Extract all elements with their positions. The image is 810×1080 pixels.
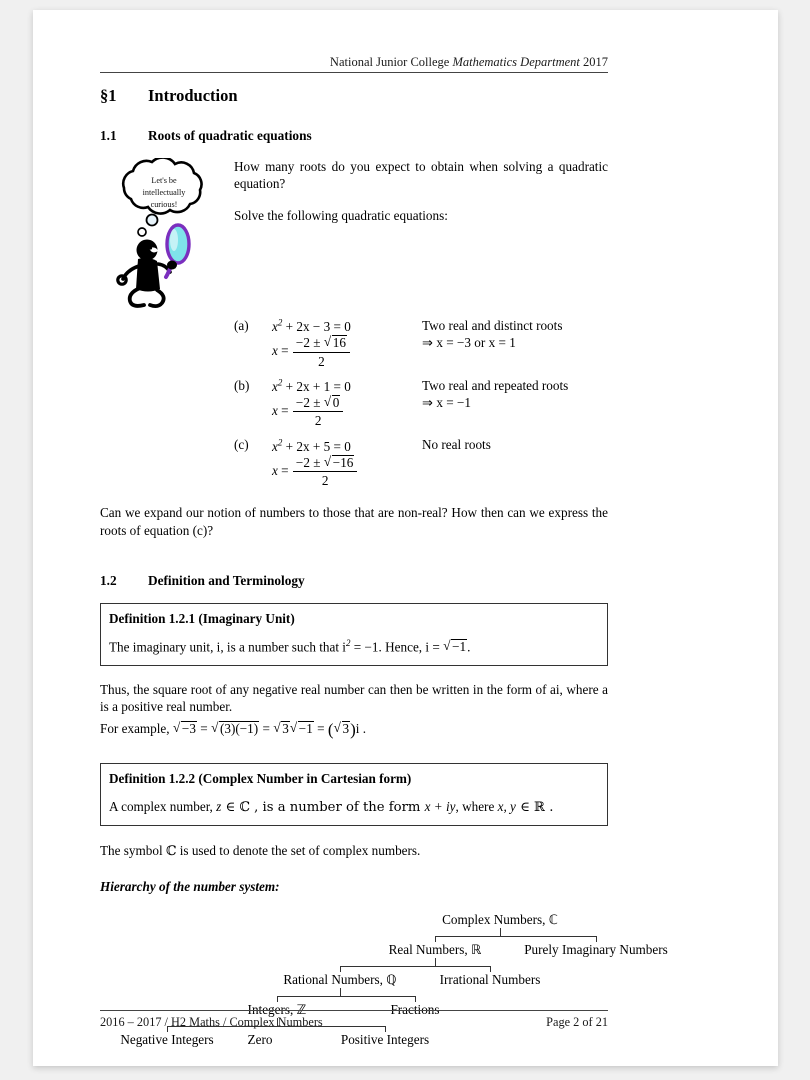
footer-rule (100, 1010, 608, 1011)
tree-bracket-complex (435, 936, 596, 937)
magnifying-glass-icon (166, 225, 189, 277)
equations-table (234, 318, 610, 488)
tree-node-real: Real Numbers, ℝ (388, 942, 482, 958)
tree-stem-real (435, 958, 436, 966)
tree-stem-rational (340, 988, 341, 996)
formula-row-b (234, 395, 610, 428)
definition-2-body: A complex number, z ∈ ℂ , is a number of the form x + iy, where x, y ∈ ℝ . (109, 798, 554, 815)
equation-label-b: (b) (234, 377, 250, 393)
equation-expression-a: $x^2 + 2x - 3 = 0$ (272, 318, 351, 335)
tree-bracket-rational (277, 996, 415, 997)
formula-b: x = $\frac{-2 \pm √ 0}{2}$ (272, 403, 344, 418)
tree-node-zero: Zero (247, 1032, 273, 1048)
intro-block (100, 158, 608, 318)
tree-node-positive: Positive Integers (340, 1032, 430, 1048)
equation-result-c: No real roots (422, 437, 491, 453)
intro-text-column (234, 158, 608, 224)
formula-row-c (234, 455, 610, 488)
definition-1-title: Definition 1.2.1 (Imaginary Unit) (109, 611, 295, 627)
tree-node-complex: Complex Numbers, ℂ (442, 912, 558, 928)
number-system-hierarchy-diagram (100, 906, 668, 1056)
document-page (33, 10, 778, 1066)
tree-node-fractions: Fractions (390, 1002, 440, 1018)
subsection-1-1-title: Roots of quadratic equations (148, 128, 312, 143)
footer-right-text: Page 2 of 21 (546, 1015, 608, 1029)
definition-box-2 (100, 763, 608, 826)
after-definition-1-paragraph: Thus, the square root of any negative real number can then be written in the form of ai, where a is a positive real number. (100, 681, 608, 715)
equation-row-b (234, 378, 610, 395)
intro-instruction: Solve the following quadratic equations: (234, 208, 448, 224)
definition-2-title: Definition 1.2.2 (Complex Number in Cartesian form) (109, 770, 412, 786)
svg-text:curious!: curious! (150, 200, 178, 209)
footer-left-text: 2016 – 2017 / H2 Maths / Complex Numbers (100, 1015, 323, 1029)
page-content (100, 55, 668, 1056)
formula-a: x = $\frac{-2 \pm √ 16}{2}$ (272, 343, 351, 358)
tree-node-negative: Negative Integers (120, 1032, 214, 1048)
subsection-1-2-heading (100, 573, 608, 589)
header-year: 2017 (583, 55, 608, 69)
tree-node-integers: Integers, ℤ (247, 1002, 307, 1018)
tree-node-rational: Rational Numbers, ℚ (283, 972, 397, 988)
equation-expression-c: $x^2 + 2x + 5 = 0$ (272, 437, 351, 454)
equation-label-a: (a) (234, 318, 249, 333)
section-title: Introduction (148, 86, 238, 105)
equation-label-c: (c) (234, 437, 249, 453)
definition-box-1 (100, 603, 608, 666)
equation-row-a (234, 318, 610, 335)
header-rule (100, 72, 608, 73)
equation-expression-b: $x^2 + 2x + 1 = 0$ (272, 377, 351, 395)
tree-node-irrational: Irrational Numbers (439, 972, 541, 988)
tree-node-imaginary: Purely Imaginary Numbers (524, 942, 668, 958)
closing-paragraph: Can we expand our notion of numbers to those that are non-real? How then can we express the roots of equation (c)? (100, 505, 608, 538)
example-line: For example, √ −3 = √ (3)(−1) = √ 3 √ −1 = ( √ 3)i . (100, 719, 608, 741)
subsection-1-1-heading (100, 128, 608, 144)
hierarchy-title: Hierarchy of the number system: (100, 879, 280, 895)
subsection-1-2-number: 1.2 (100, 573, 117, 589)
equation-result-a: Two real and distinct roots (422, 318, 563, 333)
formula-c: x = $\frac{-2 \pm √ -16}{2}$ (272, 463, 358, 478)
intro-question: How many roots do you expect to obtain when solving a quadratic equation? (234, 159, 608, 192)
header-department: Mathematics Department (452, 55, 580, 69)
formula-row-a (234, 335, 610, 368)
tree-bracket-real (340, 966, 490, 967)
tree-stem-complex (500, 928, 501, 936)
equation-roots-a: ⇒ x = −3 or x = 1 (422, 335, 516, 351)
equation-roots-b: ⇒ x = −1 (422, 395, 472, 411)
header-institution: National Junior College (329, 55, 450, 69)
page-footer (100, 1010, 608, 1030)
equation-row-c (234, 437, 610, 454)
thinking-student-illustration (102, 158, 222, 310)
section-heading (100, 86, 608, 106)
subsection-1-1-number: 1.1 (100, 128, 117, 143)
page-header (100, 55, 608, 72)
symbol-note: The symbol ℂ is used to denote the set of complex numbers. (100, 843, 421, 860)
svg-text:intellectually: intellectually (142, 188, 186, 197)
definition-1-body: The imaginary unit, i, is a number such that $i^2 = -1$. Hence, i = √ −1. (109, 638, 599, 656)
svg-text:Let's be: Let's be (151, 176, 177, 185)
equation-result-b: Two real and repeated roots (422, 377, 569, 393)
section-number: §1 (100, 86, 117, 105)
subsection-1-2-title: Definition and Terminology (148, 573, 305, 589)
